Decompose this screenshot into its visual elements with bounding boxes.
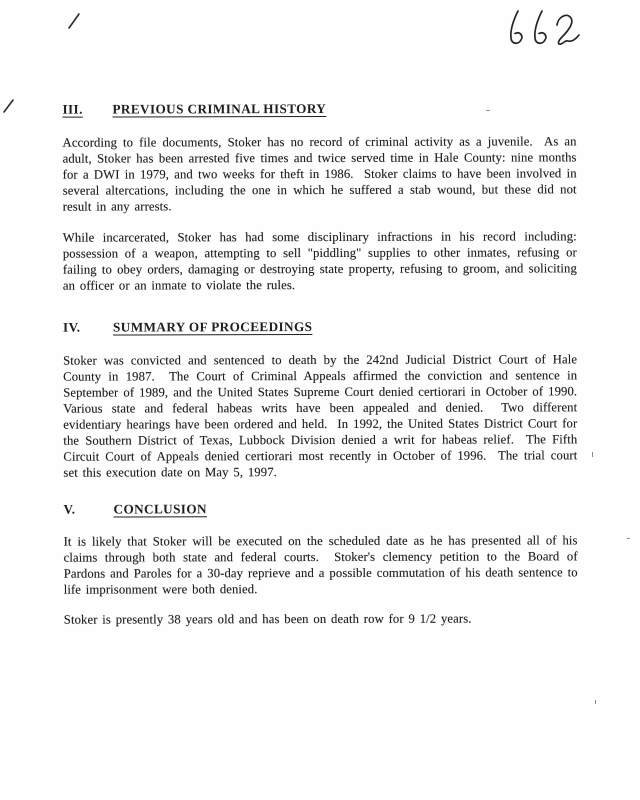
section-title: PREVIOUS CRIMINAL HISTORY: [112, 100, 327, 117]
scan-speck: [595, 700, 596, 704]
section-title: SUMMARY OF PROCEEDINGS: [113, 319, 313, 335]
section-number: V.: [63, 501, 76, 517]
section-title: CONCLUSION: [113, 501, 207, 517]
section-number: III.: [62, 101, 83, 117]
paragraph-disciplinary-infractions: While incarcerated, Stoker has had some disciplinary infractions in his record including: possession of a weapon, attempting to sell "piddling" supplies to other inmates, refusing or failing to obey orders, damaging or destroying state property, refusing to groom, and soliciting an officer or an inmate to violate the rules.: [62, 229, 582, 293]
document-body: [62, 0, 587, 628]
scan-speck: [592, 452, 593, 457]
section-heading-summary-of-proceedings: [63, 318, 577, 335]
scan-speck: [627, 538, 630, 539]
paragraph-juvenile-adult-record: According to file documents, Stoker has no record of criminal activity as a juvenile. As an adult, Stoker has been arrested five times and twice served time in Hale County: nine months for a DWI in 1979, and two weeks for theft in 1986. Stoker claims to have been involved in several altercations, including the one in which he suffered a stab wound, but these did not result in any arrests.: [62, 134, 582, 214]
paragraph-conclusion-likelihood: It is likely that Stoker will be executed on the scheduled date as he has presented all of his claims through both state and federal courts. Stoker's clemency petition to the Board of Pardons and Paroles for a 30-day reprieve and a possible commutation of his death sentence to life imprisonment were both denied.: [63, 533, 583, 597]
paragraph-age-death-row: Stoker is presently 38 years old and has been on death row for 9 1/2 years.: [63, 611, 472, 627]
paragraph-court-proceedings: Stoker was convicted and sentenced to death by the 242nd Judicial District Court of Hale County in 1987. The Court of Criminal Appeals affirmed the conviction and sentence in September of 1989, and the United States Supreme Court denied certiorari in October of 1990. Various state and federal habeas writs have been appealed and denied. Two different evidentiary hearings have been ordered and held. In 1992, the United States District Court for the Southern District of Texas, Lubbock Division denied a writ for habeas relief. The Fifth Circuit Court of Appeals denied certiorari most recently in October of 1996. The trial court set this execution date on May 5, 1997.: [63, 352, 587, 480]
section-heading-previous-criminal-history: [62, 100, 576, 117]
section-heading-conclusion: [63, 500, 577, 517]
pen-mark-icon: [2, 98, 16, 114]
section-number: IV.: [63, 319, 81, 335]
